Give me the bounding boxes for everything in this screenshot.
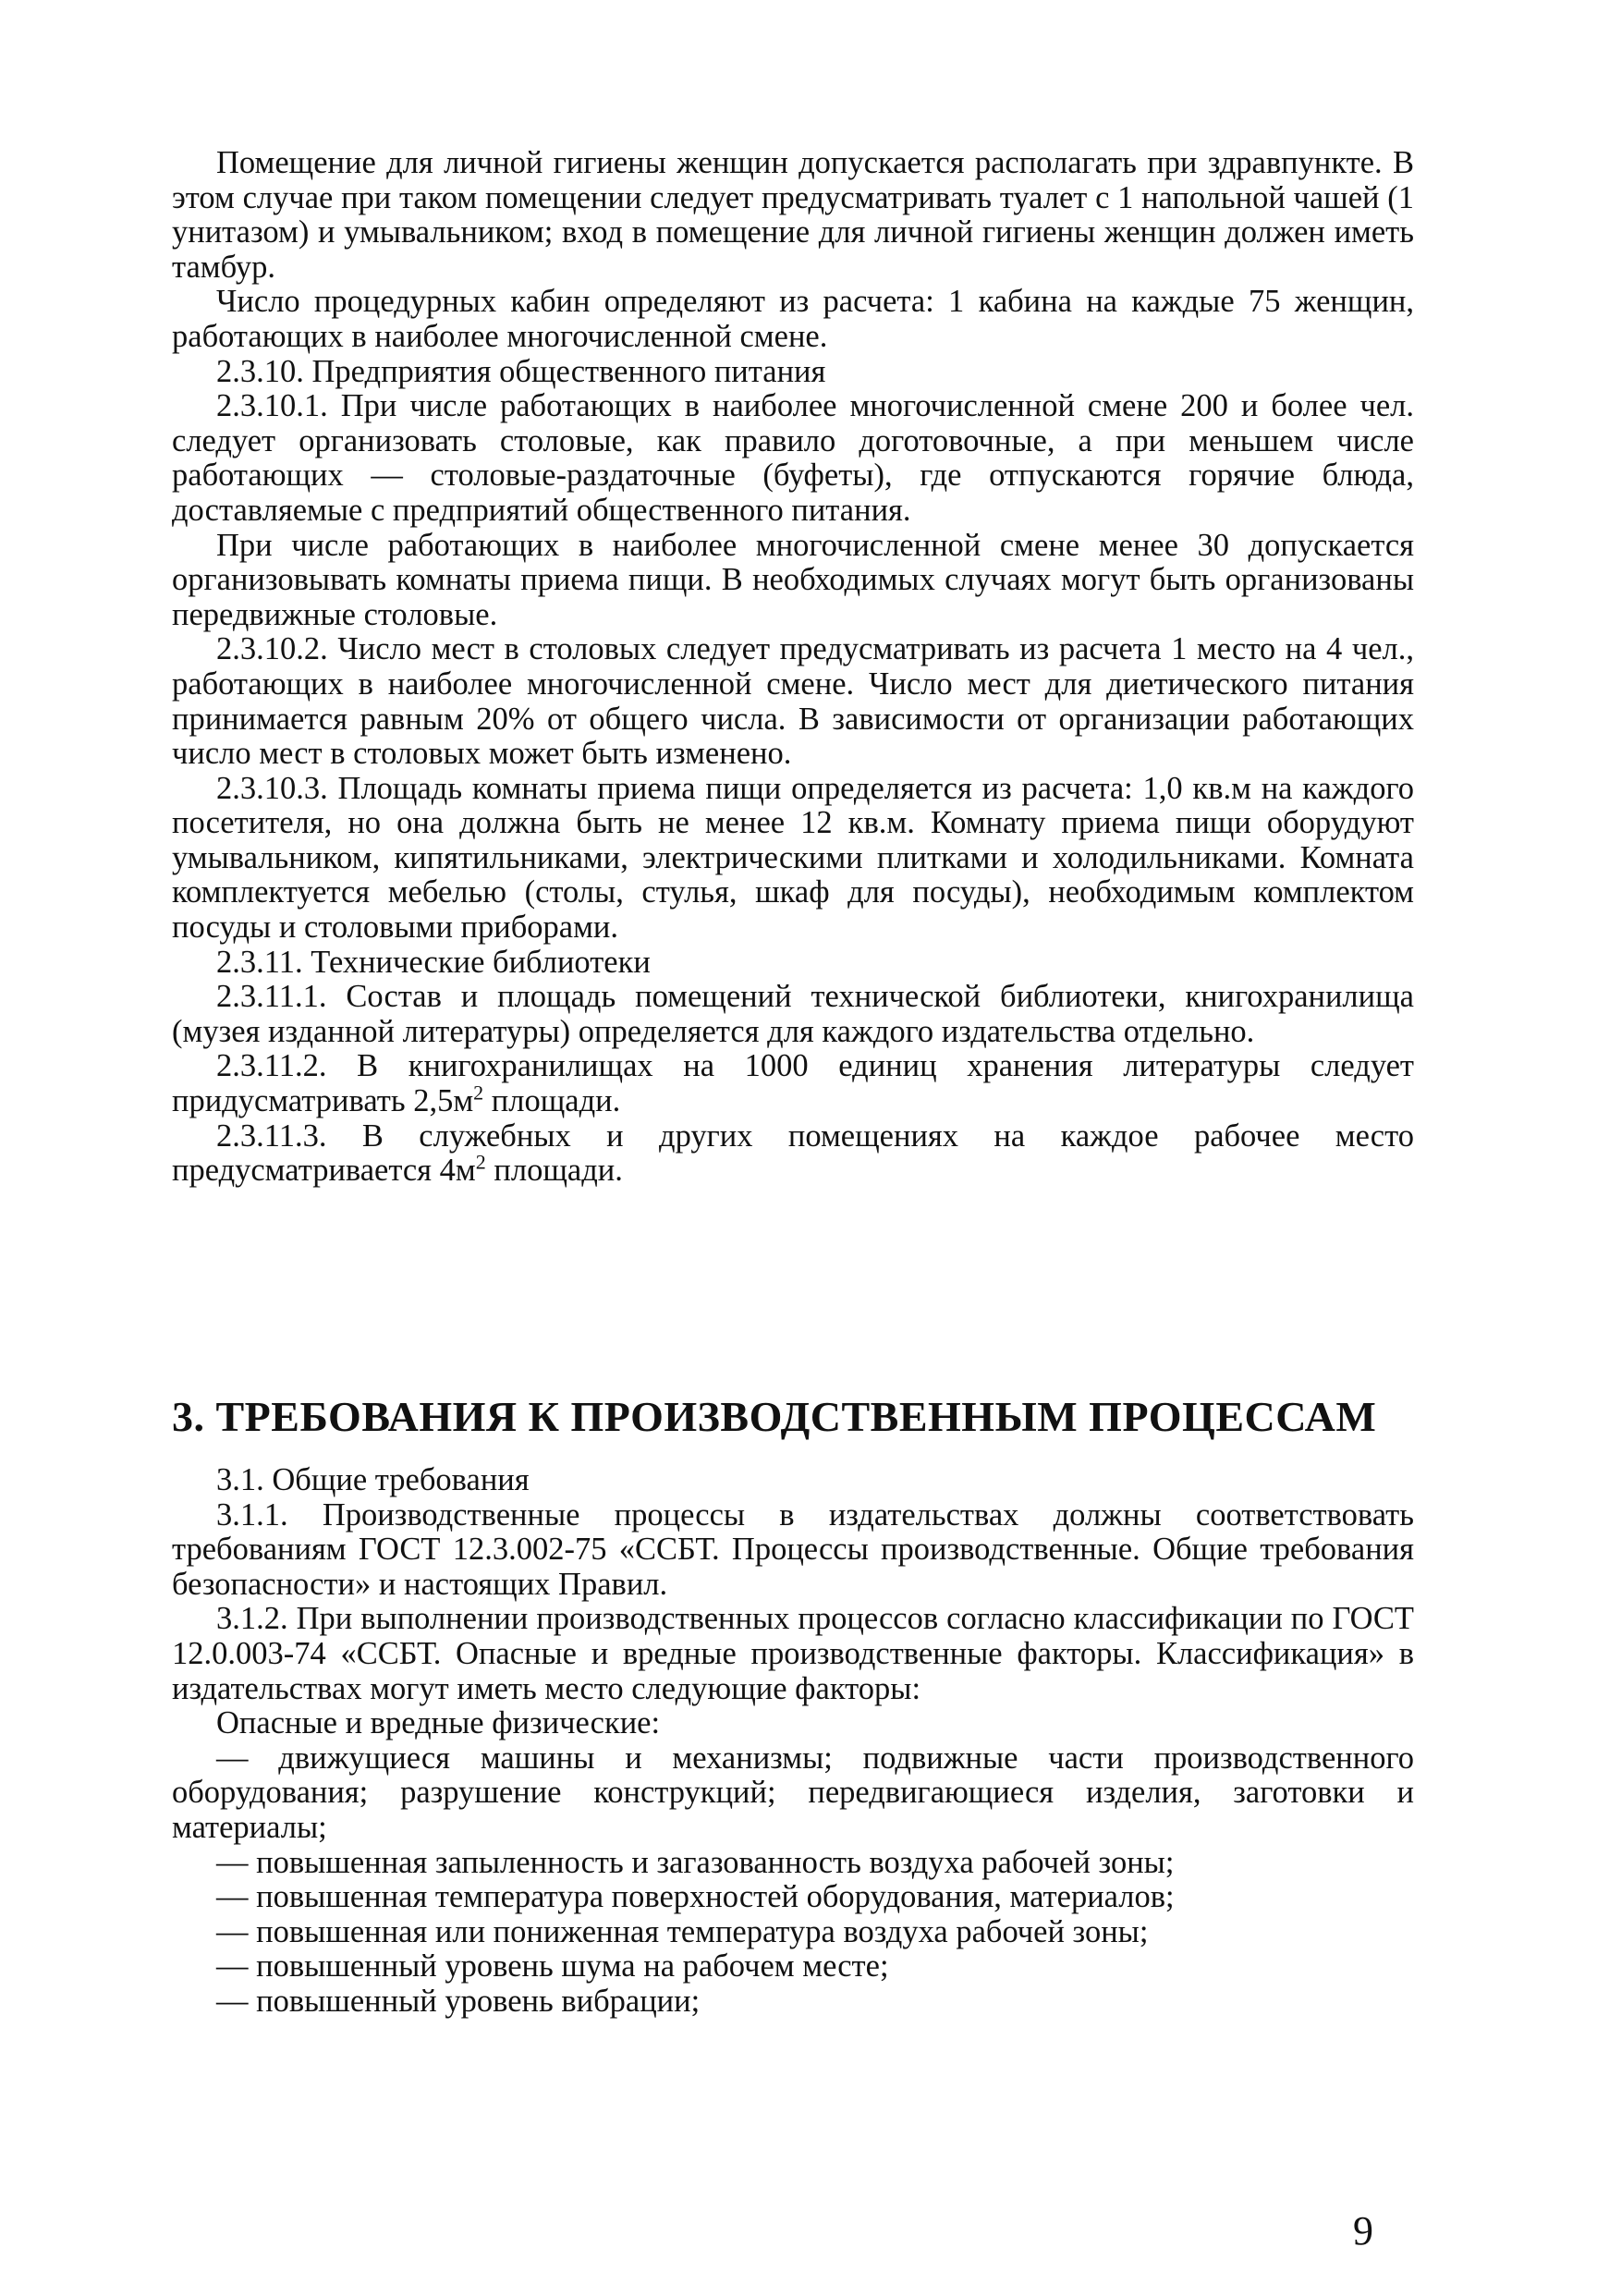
paragraph: При числе работающих в наиболее многочисленной смене менее 30 допускается организовывать комнаты приема пищи. В необходимых случаях могут быть организованы передвижные столовые. [172, 527, 1414, 632]
paragraph-text: площади. [485, 1153, 623, 1189]
subsection-title: 3.1. Общие требования [216, 1462, 530, 1497]
paragraph: Помещение для личной гигиены женщин допускается располагать при здравпункте. В этом случае при таком помещении следует предусматривать туалет с 1 напольной чашей (1 унитазом) и умывальником; вход в помещение для личной гигиены женщин должен иметь тамбур. [172, 145, 1414, 285]
list-item: — повышенный уровень шума на рабочем месте; [216, 1948, 889, 1985]
superscript: 2 [475, 1150, 486, 1174]
paragraph: 2.3.11.1. Состав и площадь помещений технической библиотеки, книгохранилища (музея изданной литературы) определяется для каждого издательства отдельно. [172, 979, 1414, 1049]
paragraph: 2.3.10.3. Площадь комнаты приема пищи определяется из расчета: 1,0 кв.м на каждого посетителя, но она должна быть не менее 12 кв.м. Комнату приема пищи оборудуют умывальником, кипятильниками, электрическими плитками и холодильниками. Комната комплектуется мебелью (столы, стулья, шкаф для посуды), необходимым комплектом посуды и столовыми приборами. [172, 770, 1414, 946]
paragraph-text: 2.3.11.3. В служебных и других помещениях на каждое рабочее место предусматривается 4м [172, 1117, 1414, 1189]
paragraph-text: площади. [483, 1083, 621, 1119]
list-item: — повышенный уровень вибрации; [216, 1983, 701, 2019]
subsection-title: 2.3.11. Технические библиотеки [216, 944, 651, 980]
paragraph: Число процедурных кабин определяют из расчета: 1 кабина на каждые 75 женщин, работающих в наиболее многочисленной смене. [172, 284, 1414, 354]
list-item: — движущиеся машины и механизмы; подвижные части производственного оборудования; разрушение конструкций; передвигающиеся изделия, заготовки и материалы; [172, 1740, 1414, 1845]
list-item: — повышенная температура поверхностей оборудования, материалов; [216, 1879, 1175, 1915]
text-block-section-2-3 [172, 146, 1414, 1189]
paragraph [172, 1049, 1414, 1118]
superscript: 2 [473, 1081, 484, 1105]
paragraph-text: 2.3.11.2. В книгохранилищах на 1000 единиц хранения литературы следует придусматривать 2,5м [172, 1048, 1414, 1119]
section-heading: 3. ТРЕБОВАНИЯ К ПРОИЗВОДСТВЕННЫМ ПРОЦЕССАМ [172, 1393, 1377, 1440]
list-item: — повышенная запыленность и загазованность воздуха рабочей зоны; [216, 1844, 1175, 1880]
text-block-section-3 [172, 1463, 1414, 2020]
page-number: 9 [1353, 2208, 1373, 2253]
paragraph: 3.1.1. Производственные процессы в издательствах должны соответствовать требованиям ГОСТ 12.3.002-75 «ССБТ. Процессы производственные. Общие требования безопасности» и настоящих Правил. [172, 1496, 1414, 1602]
paragraph: 2.3.10.2. Число мест в столовых следует предусматривать из расчета 1 место на 4 чел., работающих в наиболее многочисленной смене. Число мест для диетического питания принимается равным 20% от общего числа. В зависимости от организации работающих число мест в столовых может быть изменено. [172, 631, 1414, 772]
paragraph [172, 1119, 1414, 1189]
subsection-title: 2.3.10. Предприятия общественного питания [216, 353, 826, 389]
paragraph: 3.1.2. При выполнении производственных процессов согласно классификации по ГОСТ 12.0.003-74 «ССБТ. Опасные и вредные производственные факторы. Классификация» в издательствах могут иметь место следующие факторы: [172, 1601, 1414, 1706]
paragraph: 2.3.10.1. При числе работающих в наиболее многочисленной смене 200 и более чел. следует организовать столовые, как правило доготовочные, а при меньшем числе работающих — столовые-раздаточные (буфеты), где отпускаются горячие блюда, доставляемые с предприятий общественного питания. [172, 388, 1414, 528]
list-heading: Опасные и вредные физические: [216, 1705, 661, 1741]
list-item: — повышенная или пониженная температура воздуха рабочей зоны; [216, 1913, 1149, 1949]
